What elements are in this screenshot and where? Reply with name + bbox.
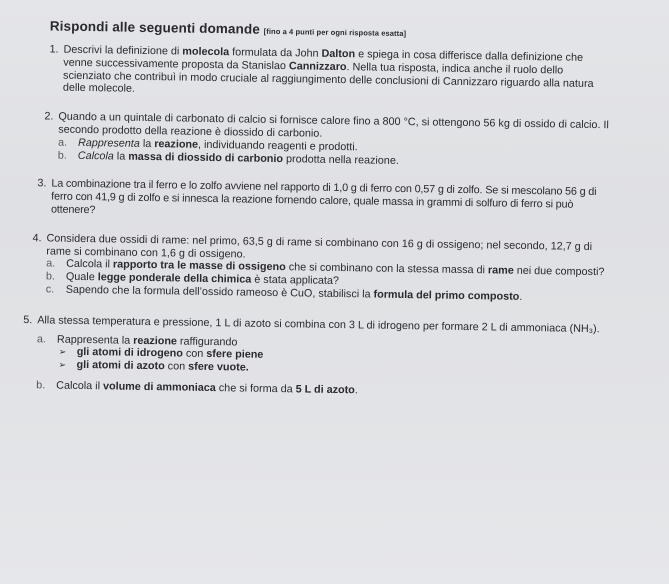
question-4	[32, 232, 611, 305]
sub-text: Rappresenta la reazione, individuando reagenti e prodotti.	[77, 136, 358, 154]
question-5	[22, 314, 607, 401]
question-2	[44, 111, 613, 171]
sub-letter: b.	[36, 379, 46, 392]
sub-text: Calcola il volume di ammoniaca che si forma da 5 L di azoto.	[56, 379, 358, 397]
question-number: 2.	[44, 110, 54, 123]
bullet-text: gli atomi di azoto con sfere vuote.	[76, 359, 249, 374]
sub-letter: a.	[36, 332, 47, 345]
question-text: Alla stessa temperatura e pressione, 1 L di azoto si combina con 3 L di idrogeno per formare 2 L di ammoniaca (NH₃).	[37, 314, 600, 335]
arrow-bullet-icon: ➢	[58, 359, 67, 370]
question-number: 5.	[23, 313, 33, 326]
title-text: Rispondi alle seguenti domande	[49, 18, 261, 37]
question-1	[49, 43, 610, 103]
sub-text: Calcola la massa di diossido di carbonio prodotta nella reazione.	[77, 149, 399, 167]
sub-letter: c.	[45, 283, 55, 296]
sub-letter: b.	[45, 270, 56, 283]
question-number: 4.	[32, 231, 42, 245]
arrow-bullet-icon: ➢	[58, 346, 67, 358]
question-3	[37, 178, 614, 225]
question-number: 1.	[49, 43, 59, 56]
question-text: Descrivi la definizione di molecola formulata da John Dalton e spiega in cosa differisce dalla definizione che venne successivamente proposta da Stanislao Cannizzaro. Nella tua risposta, indica anche il ruolo dello scienziato che contribuì in modo cruciale al raggiungimento delle conclusioni di Cannizzaro riguardo alla natura delle molecole.	[62, 43, 594, 96]
sub-question-b	[36, 379, 606, 401]
sub-text: Calcola il rapporto tra le masse di ossigeno che si combinano con la stessa massa di rame nei due composti?	[66, 258, 605, 279]
sub-letter: b.	[57, 149, 67, 162]
sub-text: Sapendo che la formula dell’ossido rameoso è CuO, stabilisci la formula del primo composto.	[65, 283, 523, 303]
question-text: Considera due ossidi di rame: nel primo, 63,5 g di rame si combinano con 16 g di ossigeno; nel secondo, 12,7 g di rame si combinano con 1,6 g di ossigeno.	[46, 232, 593, 261]
sub-text: Rappresenta la reazione raffigurando	[56, 333, 238, 348]
bullet-text: gli atomi di idrogeno con sfere piene	[76, 346, 264, 362]
question-number: 3.	[37, 177, 47, 190]
sub-letter: a.	[57, 136, 68, 149]
sub-letter: a.	[46, 257, 56, 270]
points-note: [fino a 4 punti per ogni risposta esatta]	[263, 26, 407, 39]
question-text: La combinazione tra il ferro e lo zolfo avviene nel rapporto di 1,0 g di ferro con 0,57 g di zolfo. Se si mescolano 56 g di ferro con 41,9 g di zolfo e si innesca la reazione fornendo calore, quale massa in grammi di solfuro di ferro si può ottenere?	[50, 177, 597, 217]
worksheet-title	[50, 18, 642, 42]
question-text: Quando a un quintale di carbonato di calcio si fornisce calore fino a 800 °C, si ottengono 56 kg di ossido di calcio. Il secondo prodotto della reazione è diossido di carbonio.	[58, 110, 609, 140]
sub-text: Quale legge ponderale della chimica è stata applicata?	[65, 270, 340, 288]
worksheet	[16, 18, 642, 401]
